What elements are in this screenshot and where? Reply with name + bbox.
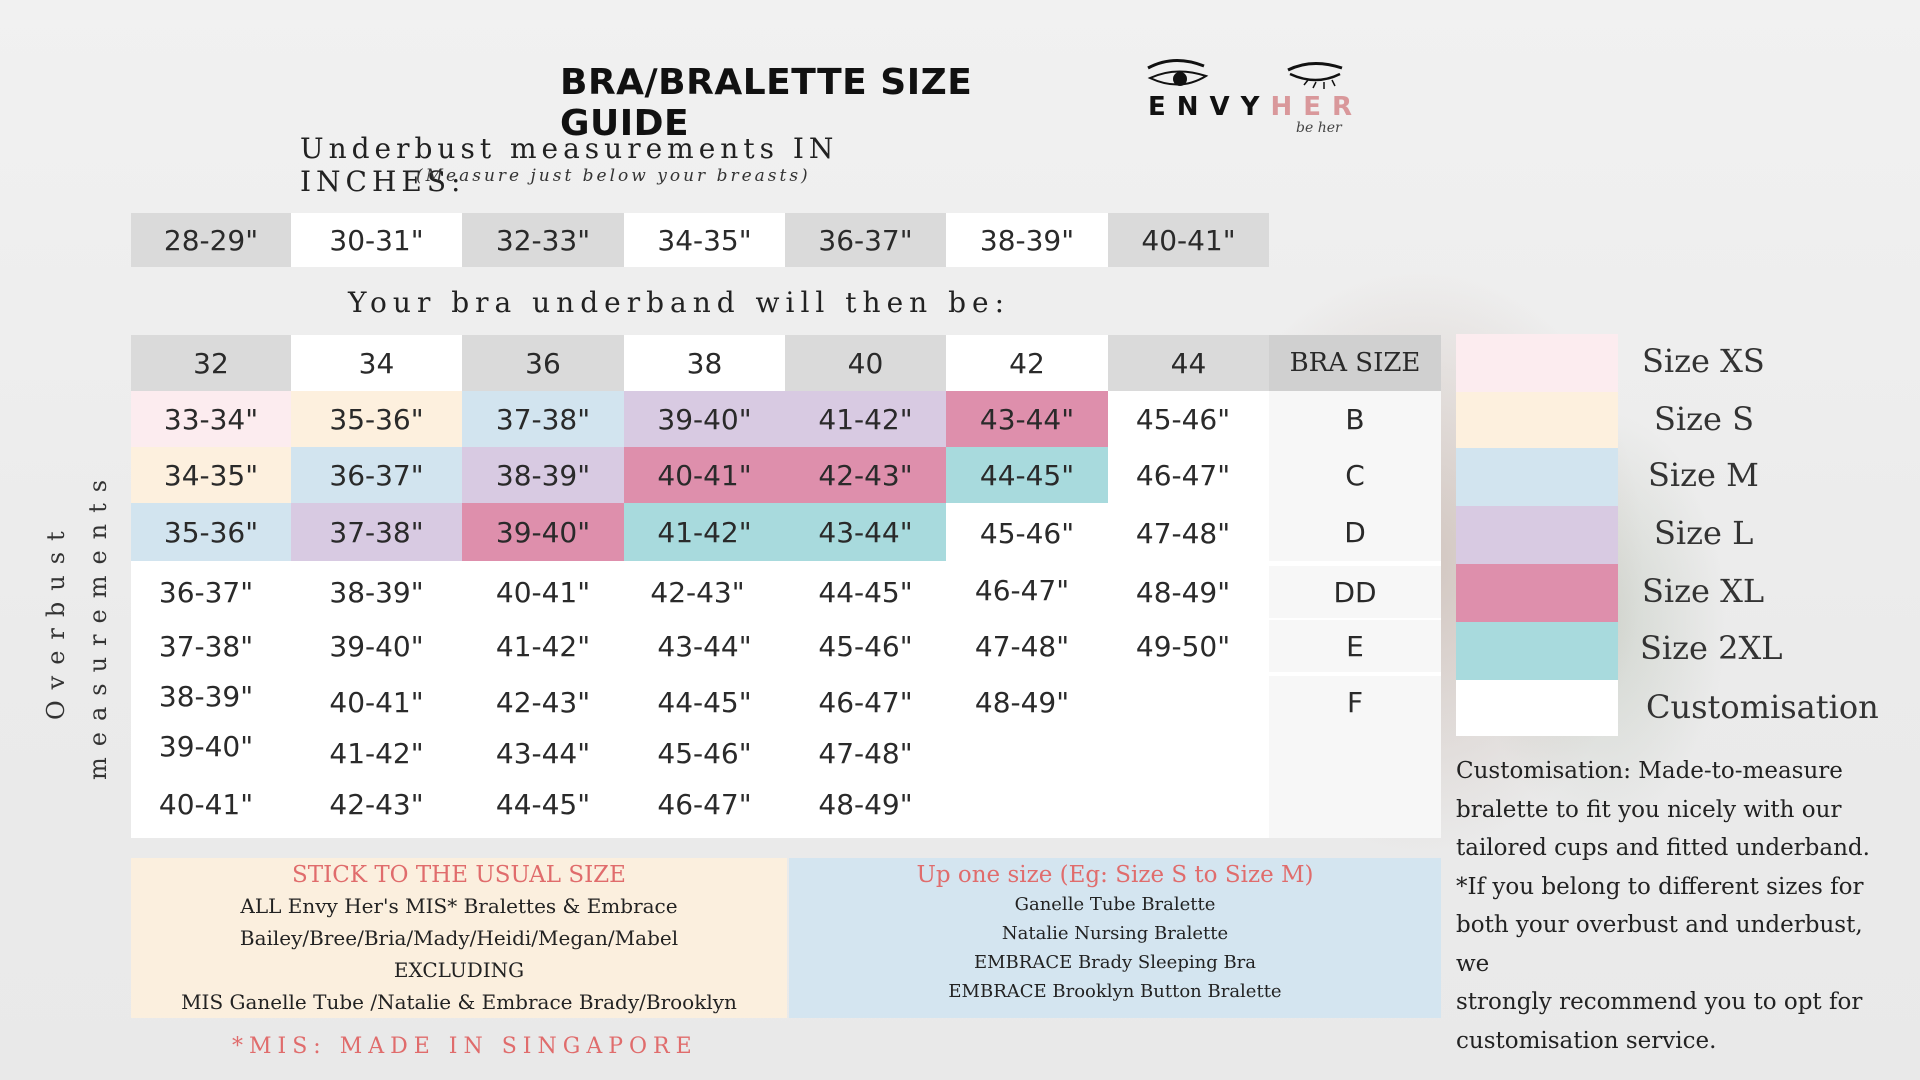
overbust-cell: 41-42" bbox=[624, 503, 785, 561]
cup-size: B bbox=[1269, 391, 1441, 447]
legend-label: Size M bbox=[1648, 456, 1759, 494]
legend-label: Size XS bbox=[1642, 342, 1765, 380]
band-size-header: 32 bbox=[131, 335, 291, 391]
legend-label: Size S bbox=[1654, 400, 1755, 438]
customisation-note-line: tailored cups and fitted underband. bbox=[1456, 835, 1870, 861]
underbust-range: 28-29" bbox=[131, 213, 291, 267]
overbust-cell: 36-37" bbox=[291, 447, 462, 503]
overbust-cell: 46-47" bbox=[974, 573, 1070, 607]
underband-heading: Your bra underband will then be: bbox=[348, 286, 1010, 319]
overbust-cell: 46-47" bbox=[657, 787, 752, 821]
overbust-cell: 43-44" bbox=[785, 503, 946, 561]
overbust-cell: 48-49" bbox=[818, 787, 913, 821]
cup-size: D bbox=[1269, 503, 1441, 561]
up-size-line: Natalie Nursing Bralette bbox=[1001, 923, 1229, 944]
usual-size-line: ALL Envy Her's MIS* Bralettes & Embrace bbox=[240, 894, 678, 918]
cup-size-blank bbox=[1269, 728, 1441, 838]
brand-word-pink: HER bbox=[1270, 92, 1364, 122]
band-size-header: 34 bbox=[291, 335, 462, 391]
overbust-cell: 37-38" bbox=[158, 629, 254, 663]
overbust-cell: 42-43" bbox=[650, 575, 745, 609]
band-size-header: 42 bbox=[946, 335, 1108, 391]
legend-swatch-l bbox=[1456, 506, 1618, 564]
overbust-cell: 47-48" bbox=[818, 736, 913, 770]
underbust-range: 36-37" bbox=[785, 213, 946, 267]
overbust-cell: 49-50" bbox=[1135, 629, 1231, 663]
cup-size: F bbox=[1269, 676, 1441, 728]
customisation-note-line: strongly recommend you to opt for bbox=[1456, 989, 1863, 1015]
overbust-label bbox=[42, 460, 122, 780]
usual-size-line: MIS Ganelle Tube /Natalie & Embrace Brady/Brooklyn bbox=[181, 990, 737, 1014]
underbust-range: 40-41" bbox=[1108, 213, 1269, 267]
underbust-range: 38-39" bbox=[946, 213, 1108, 267]
overbust-cell: 36-37" bbox=[158, 575, 254, 609]
overbust-cell: 42-43" bbox=[785, 447, 946, 503]
band-size-header: 36 bbox=[462, 335, 624, 391]
underbust-heading: Underbust measurements IN INCHES: bbox=[300, 132, 839, 198]
overbust-cell: 41-42" bbox=[785, 391, 946, 447]
legend-label: Customisation bbox=[1646, 688, 1879, 726]
overbust-cell: 41-42" bbox=[329, 736, 424, 770]
up-size-heading: Up one size (Eg: Size S to Size M) bbox=[916, 862, 1314, 888]
overbust-cell: 45-46" bbox=[979, 516, 1075, 550]
overbust-cell: 35-36" bbox=[291, 391, 462, 447]
overbust-cell: 39-40" bbox=[462, 503, 624, 561]
overbust-cell: 44-45" bbox=[946, 447, 1108, 503]
overbust-cell: 41-42" bbox=[495, 629, 591, 663]
underbust-range: 34-35" bbox=[624, 213, 785, 267]
cup-size: DD bbox=[1269, 566, 1441, 618]
overbust-cell: 38-39" bbox=[462, 447, 624, 503]
legend-swatch-2xl bbox=[1456, 622, 1618, 680]
overbust-cell: 45-46" bbox=[818, 629, 913, 663]
up-size-line: EMBRACE Brady Sleeping Bra bbox=[973, 952, 1257, 973]
usual-size-line: EXCLUDING bbox=[393, 958, 525, 982]
overbust-cell: 46-47" bbox=[818, 685, 913, 719]
overbust-cell: 47-48" bbox=[1135, 516, 1231, 550]
cup-size: E bbox=[1269, 620, 1441, 672]
overbust-cell: 40-41" bbox=[158, 787, 254, 821]
customisation-note-line: bralette to fit you nicely with our bbox=[1456, 796, 1842, 823]
overbust-cell: 42-43" bbox=[495, 685, 591, 719]
usual-size-box bbox=[131, 858, 787, 1018]
band-size-header: 40 bbox=[785, 335, 946, 391]
overbust-cell: 43-44" bbox=[946, 391, 1108, 447]
overbust-cell: 39-40" bbox=[329, 629, 424, 663]
underbust-range: 30-31" bbox=[291, 213, 462, 267]
overbust-cell: 40-41" bbox=[624, 447, 785, 503]
legend-swatch-s bbox=[1456, 392, 1618, 450]
customisation-note-line: customisation service. bbox=[1456, 1027, 1717, 1054]
overbust-cell: 34-35" bbox=[131, 447, 291, 503]
overbust-cell: 43-44" bbox=[495, 736, 591, 770]
band-size-header: 44 bbox=[1108, 335, 1269, 391]
legend-label: Size XL bbox=[1642, 572, 1765, 610]
overbust-cell: 46-47" bbox=[1135, 458, 1231, 492]
legend-swatch-xs bbox=[1456, 334, 1618, 392]
overbust-cell: 38-39" bbox=[158, 679, 254, 713]
legend-label: Size 2XL bbox=[1640, 629, 1783, 667]
overbust-label-line2: measurements bbox=[84, 468, 112, 780]
legend-swatch-customisation bbox=[1456, 680, 1618, 736]
overbust-cell: 48-49" bbox=[1135, 575, 1231, 609]
overbust-cell: 45-46" bbox=[1135, 402, 1231, 436]
legend-swatch-xl bbox=[1456, 564, 1618, 622]
page-title: BRA/BRALETTE SIZE GUIDE bbox=[560, 62, 973, 144]
overbust-cell: 42-43" bbox=[329, 787, 424, 821]
customisation-note-line: *If you belong to different sizes for bbox=[1456, 873, 1864, 900]
mis-footnote: *MIS: MADE IN SINGAPORE bbox=[232, 1034, 698, 1059]
customisation-note-line: Customisation: Made-to-measure bbox=[1456, 758, 1843, 784]
overbust-cell: 48-49" bbox=[974, 685, 1070, 719]
overbust-cell: 45-46" bbox=[657, 736, 752, 770]
legend-swatch-m bbox=[1456, 448, 1618, 506]
usual-size-line: Bailey/Bree/Bria/Mady/Heidi/Megan/Mabel bbox=[239, 926, 679, 950]
up-size-box bbox=[789, 858, 1441, 1018]
overbust-cell: 33-34" bbox=[131, 391, 291, 447]
overbust-cell: 38-39" bbox=[329, 575, 424, 609]
overbust-cell: 44-45" bbox=[657, 685, 752, 719]
overbust-cell: 44-45" bbox=[495, 787, 591, 821]
overbust-cell: 44-45" bbox=[818, 575, 913, 609]
overbust-cell: 37-38" bbox=[291, 503, 462, 561]
brand-word-dark: ENVY bbox=[1148, 92, 1271, 122]
overbust-cell: 35-36" bbox=[131, 503, 291, 561]
bra-size-header: BRA SIZE bbox=[1269, 335, 1441, 391]
band-size-header: 38 bbox=[624, 335, 785, 391]
overbust-label-line1: Overbust bbox=[42, 520, 70, 720]
brand-logo bbox=[1148, 92, 1363, 122]
customisation-note-line: both your overbust and underbust, we bbox=[1456, 912, 1863, 977]
customisation-note bbox=[1456, 752, 1896, 1060]
brand-tagline: be her bbox=[1296, 120, 1342, 136]
underbust-subheading: (Measure just below your breasts) bbox=[416, 166, 811, 186]
overbust-cell: 40-41" bbox=[495, 575, 591, 609]
overbust-cell: 43-44" bbox=[657, 629, 752, 663]
overbust-cell: 47-48" bbox=[974, 629, 1070, 663]
overbust-cell: 37-38" bbox=[462, 391, 624, 447]
usual-size-heading: STICK TO THE USUAL SIZE bbox=[292, 862, 626, 888]
up-size-line: EMBRACE Brooklyn Button Bralette bbox=[948, 981, 1282, 1002]
up-size-line: Ganelle Tube Bralette bbox=[1014, 894, 1216, 915]
overbust-cell: 40-41" bbox=[329, 685, 424, 719]
legend-label: Size L bbox=[1654, 514, 1754, 552]
cup-size: C bbox=[1269, 447, 1441, 503]
overbust-cell: 39-40" bbox=[158, 729, 254, 763]
overbust-cell: 39-40" bbox=[624, 391, 785, 447]
underbust-range: 32-33" bbox=[462, 213, 624, 267]
